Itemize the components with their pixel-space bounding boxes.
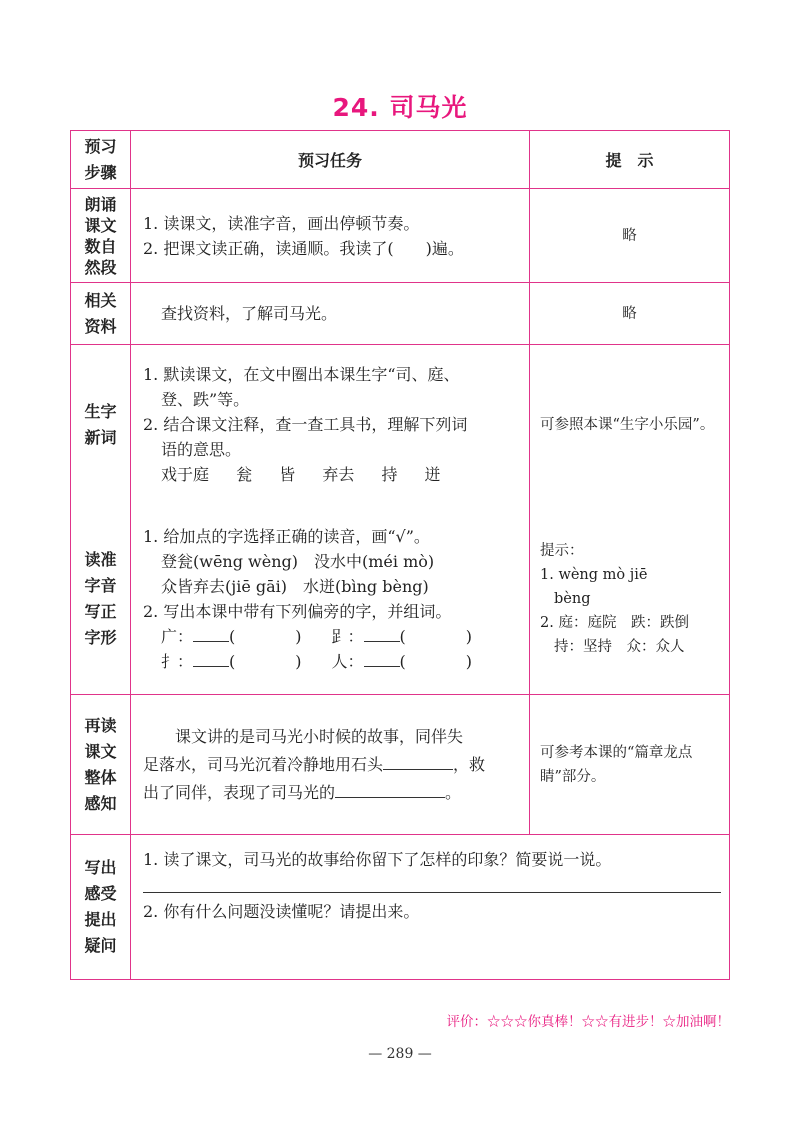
tip-cell: 略 xyxy=(530,283,730,345)
answer-blank[interactable] xyxy=(193,666,229,667)
pinyin-choice: 登瓮(wēng wèng) 没水中(méi mò) xyxy=(161,552,435,572)
word: 弃去 xyxy=(322,465,355,485)
table-row xyxy=(71,505,730,695)
task-line: 1. 给加点的字选择正确的读音，画“√”。 xyxy=(143,527,430,547)
word: 持 xyxy=(381,465,398,485)
task-cell xyxy=(131,835,730,980)
radical-line: 广： ( ) 𧾷： ( ) xyxy=(161,627,473,647)
header-task: 预习任务 xyxy=(131,131,530,189)
page-title: 24. 司马光 xyxy=(332,93,468,122)
table-row xyxy=(71,283,730,345)
question: 2. 你有什么问题没读懂呢？请提出来。 xyxy=(143,902,420,921)
table-row xyxy=(71,695,730,835)
answer-blank[interactable] xyxy=(193,641,229,642)
task-line: 2. 结合课文注释，查一查工具书，理解下列词 xyxy=(143,415,468,435)
header-tip: 提 示 xyxy=(530,131,730,189)
task-line: 1. 默读课文，在文中圈出本课生字“司、庭、 xyxy=(143,365,460,385)
task-line: 1. 读课文，读准字音，画出停顿节奏。 xyxy=(143,213,420,233)
task-line: 登、跌”等。 xyxy=(161,390,250,410)
page-number: — 289 — xyxy=(368,1046,432,1062)
task-cell: 课文讲的是司马光小时候的故事，同伴失 足落水，司马光沉着冷静地用石头 ，救 出了同伴，表现了司马光的 。 xyxy=(131,695,530,835)
task-line: 2. 把课文读正确，读通顺。我读了( )遍。 xyxy=(143,238,464,258)
step-label: 读准字音写正字形 xyxy=(71,505,131,695)
step-label: 相关资料 xyxy=(71,283,131,345)
table-row xyxy=(71,189,730,283)
step-label: 再读课文整体感知 xyxy=(71,695,131,835)
step-label: 生字新词 xyxy=(71,345,131,505)
task-line: 语的意思。 xyxy=(161,440,242,460)
table-header-row xyxy=(71,131,730,189)
question: 1. 读了课文，司马光的故事给你留下了怎样的印象？简要说一说。 xyxy=(143,850,612,869)
task-cell xyxy=(131,505,530,695)
tip-cell: 提示： 1. wèng mò jiē bèng 2. 庭：庭院 跌：跌倒 持：坚持 众：众人 xyxy=(530,505,730,695)
word: 迸 xyxy=(424,465,441,485)
radical-line: 扌： ( ) 人： ( ) xyxy=(161,652,473,672)
table-row xyxy=(71,345,730,505)
step-label: 写出感受提出疑问 xyxy=(71,835,131,980)
task-cell: 查找资料，了解司马光。 xyxy=(131,283,530,345)
answer-line[interactable] xyxy=(143,874,721,893)
rating-text: 评价：☆☆☆你真棒！☆☆有进步！☆加油啊！ xyxy=(446,1014,730,1030)
answer-blank[interactable] xyxy=(383,769,453,770)
task-line: 2. 写出本课中带有下列偏旁的字，并组词。 xyxy=(143,602,452,622)
answer-blank[interactable] xyxy=(335,797,445,798)
word: 瓮 xyxy=(236,465,253,485)
task-cell xyxy=(131,345,530,505)
answer-blank[interactable] xyxy=(364,641,400,642)
header-step: 预习步骤 xyxy=(71,131,131,189)
step-label: 朗诵课文数自然段 xyxy=(71,189,131,283)
pinyin-choice: 众皆弃去(jiē gāi) 水迸(bìng bèng) xyxy=(161,577,429,597)
table-row xyxy=(71,835,730,980)
tip-cell: 可参照本课“生字小乐园”。 xyxy=(530,345,730,505)
tip-cell: 略 xyxy=(530,189,730,283)
word: 皆 xyxy=(279,465,296,485)
tip-cell: 可参考本课的“篇章龙点睛”部分。 xyxy=(530,695,730,835)
word: 戏于庭 xyxy=(161,465,210,485)
task-cell xyxy=(131,189,530,283)
answer-blank[interactable] xyxy=(364,666,400,667)
word-list xyxy=(143,462,521,487)
preview-table xyxy=(70,130,730,980)
